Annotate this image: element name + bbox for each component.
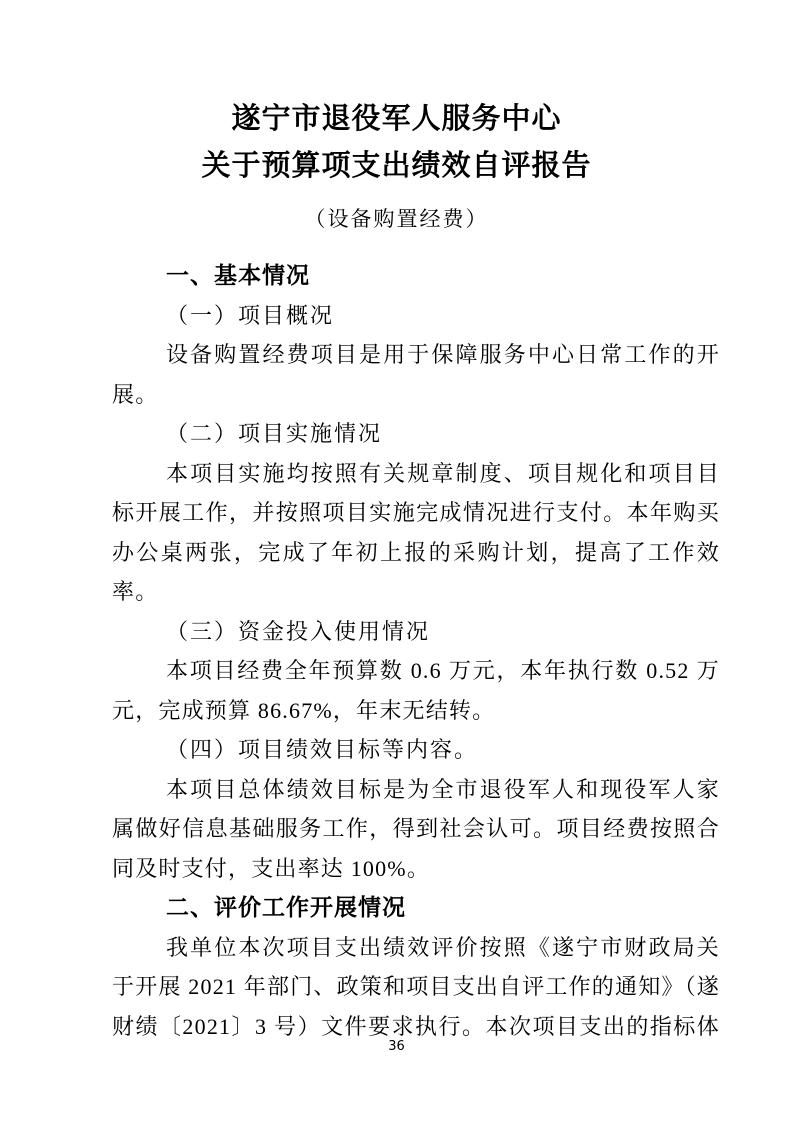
subsection-heading-1-2: （二）项目实施情况: [166, 421, 383, 446]
document-subtitle: （设备购置经费）: [304, 207, 489, 231]
paragraph-1-2: 本项目实施均按照有关规章制度、项目规化和项目目标开展工作，并按照项目实施完成情况进行支付。本年购买办公桌两张，完成了年初上报的采购计划，提高了工作效率。: [112, 460, 720, 604]
subsection-heading-1-3: （三）资金投入使用情况: [166, 618, 431, 644]
paragraph-2-1: 我单位本次项目支出绩效评价按照《遂宁市财政局关于开展 2021 年部门、政策和项目支出自评工作的通知》（遂财绩〔2021〕3 号）文件要求执行。本次项目支出的指标体: [112, 934, 721, 1039]
document-title-line-2: 关于预算项支出绩效自评报告: [201, 150, 592, 182]
subsection-heading-1-4: （四）项目绩效目标等内容。: [166, 737, 479, 762]
document-body: [112, 256, 720, 1046]
page-number: 36: [388, 1039, 405, 1054]
section-heading-1: 一、基本情况: [166, 262, 310, 288]
document-title-line-1: 遂宁市退役军人服务中心: [231, 103, 562, 135]
subsection-heading-1-1: （一）项目概况: [166, 302, 335, 328]
paragraph-1-4: 本项目总体绩效目标是为全市退役军人和现役军人家属做好信息基础服务工作，得到社会认可。项目经费按照合同及时支付，支出率达 100%。: [112, 776, 720, 881]
paragraph-1-1: 设备购置经费项目是用于保障服务中心日常工作的开展。: [112, 342, 720, 407]
section-heading-2: 二、评价工作开展情况: [166, 894, 406, 920]
paragraph-1-3: 本项目经费全年预算数 0.6 万元，本年执行数 0.52 万元，完成预算 86.67%，年末无结转。: [112, 658, 720, 723]
document-title-block: [0, 96, 793, 234]
